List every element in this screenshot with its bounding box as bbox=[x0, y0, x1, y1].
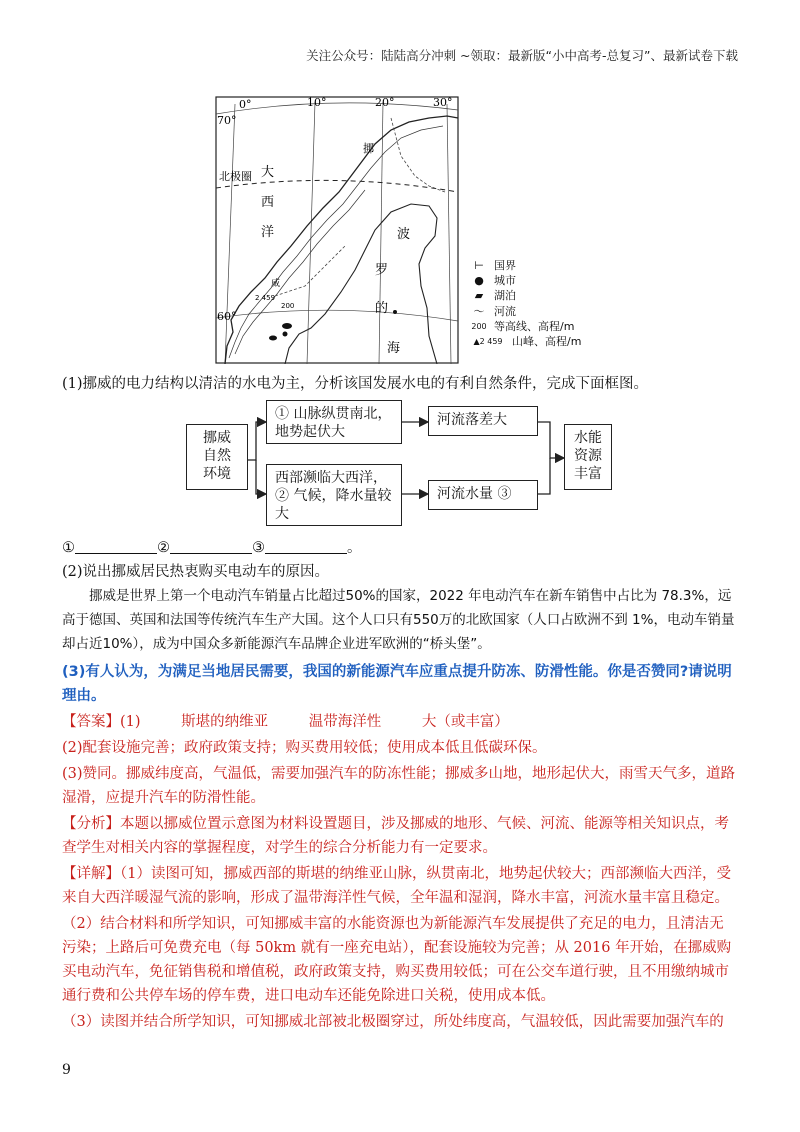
detail-1: 【详解】（1）读图可知，挪威西部的斯堪的纳维亚山脉，纵贯南北，地势起伏较大；西部濒临大西洋，受来自大西洋暖湿气流的影响，形成了温带海洋性气候，全年温和湿润，降水丰富，河流水量丰富且稳定。 bbox=[62, 866, 731, 906]
flowchart bbox=[186, 398, 626, 530]
map-legend bbox=[470, 258, 581, 349]
border-icon: ⊢ bbox=[474, 259, 484, 272]
detail-3: （3）读图并结合所学知识，可知挪威北部被北极圈穿过，所处纬度高，气温较低，因此需要加强汽车的 bbox=[62, 1014, 724, 1030]
elevation-200: 200 bbox=[281, 302, 295, 310]
lake-icon: ▰ bbox=[474, 289, 484, 303]
answer-blanks: ① ② ③ 。 bbox=[62, 540, 362, 556]
lon-0: 0° bbox=[239, 98, 252, 111]
elevation-2459: 2 459 bbox=[255, 294, 276, 302]
flow-node-environment: 挪威自然环境 bbox=[186, 424, 248, 490]
answer-3: (3)赞同。挪威纬度高，气温低，需要加强汽车的防冻性能；挪威多山地，地形起伏大，雨雪天气多，道路湿滑，应提升汽车的防滑性能。 bbox=[62, 766, 736, 806]
blank-1[interactable] bbox=[75, 539, 157, 554]
baltic-char-1: 波 bbox=[397, 227, 411, 242]
blank-2[interactable] bbox=[170, 539, 252, 554]
legend-item: 200 等高线、高程/m bbox=[471, 319, 575, 333]
lon-10: 10° bbox=[307, 96, 327, 109]
answer-label: 【答案】 bbox=[62, 714, 120, 730]
flow-node-climate: 西部濒临大西洋，② 气候，降水量较大 bbox=[266, 464, 402, 526]
answer-line-1: 【答案】(1) 斯堪的纳维亚 温带海洋性 大（或丰富） bbox=[62, 714, 509, 730]
norway-char-2: 威 bbox=[271, 279, 281, 289]
legend-item: ▰ 湖泊 bbox=[470, 288, 581, 303]
answer-1-item-3: 大（或丰富） bbox=[421, 714, 509, 730]
norway-char-1: 挪 bbox=[363, 142, 374, 155]
atlantic-char-2: 西 bbox=[261, 195, 275, 210]
legend-item: ● 城市 bbox=[470, 273, 581, 288]
flowchart-connectors bbox=[186, 398, 626, 530]
detail-label: 【详解】 bbox=[62, 866, 120, 882]
legend-item: 〜 河流 bbox=[470, 304, 581, 319]
blank-3[interactable] bbox=[265, 539, 347, 554]
atlantic-char-3: 洋 bbox=[261, 225, 275, 240]
norway-map bbox=[215, 96, 459, 364]
analysis-label: 【分析】 bbox=[62, 816, 120, 832]
peak-icon: ▲2 459 bbox=[473, 337, 503, 347]
baltic-char-4: 海 bbox=[387, 341, 401, 356]
contour-icon: 200 bbox=[471, 321, 487, 331]
question-1: (1)挪威的电力结构以清洁的水电为主，分析该国发展水电的有利自然条件，完成下面框图。 bbox=[62, 376, 649, 392]
detail-2: （2）结合材料和所学知识，可知挪威丰富的水能资源也为新能源汽车发展提供了充足的电力，且清洁无污染；上路后可免费充电（每 50km 就有一座充电站），配套设施较为完善；从 2016 年开始，在挪威购买电动汽车，免征销售税和增值税，政府政策支持，购买费用较低；可在公交车道行驶，且不用缴纳城市通行费和公共停车场的停车费，进口电动车还能免除进口关税，使用成本低。 bbox=[62, 916, 732, 1004]
lon-30: 30° bbox=[433, 96, 453, 109]
flow-node-mountains: ① 山脉纵贯南北，地势起伏大 bbox=[266, 400, 402, 444]
blank-2-label: ② bbox=[157, 540, 170, 556]
flow-node-river-volume: 河流水量 ③ bbox=[428, 480, 538, 510]
answer-1-item-2: 温带海洋性 bbox=[308, 714, 382, 730]
blank-3-label: ③ bbox=[252, 540, 265, 556]
question-2: (2)说出挪威居民热衷购买电动车的原因。 bbox=[62, 564, 330, 580]
city-icon: ● bbox=[474, 274, 484, 288]
legend-item: ▲2 459 山峰、高程/m bbox=[470, 334, 581, 349]
reading-material: 挪威是世界上第一个电动汽车销量占比超过50%的国家，2022 年电动汽车在新车销售中占比为 78.3%，远高于德国、英国和法国等传统汽车生产大国。这个人口只有550万的北欧国家（人口占欧洲不到 1%，电动车销量却占近10%），成为中国众多新能源汽车品牌企业进军欧洲的“桥头堡”。 bbox=[62, 588, 735, 652]
flow-node-river-drop: 河流落差大 bbox=[428, 406, 538, 436]
analysis: 【分析】本题以挪威位置示意图为材料设置题目，涉及挪威的地形、气候、河流、能源等相关知识点，考查学生对相关内容的掌握程度，对学生的综合分析能力有一定要求。 bbox=[62, 816, 729, 856]
flow-node-hydro: 水能资源丰富 bbox=[564, 424, 612, 490]
arctic-circle-label: 北极圈 bbox=[219, 170, 252, 183]
page-header: 关注公众号：陆陆高分冲刺 ~领取：最新版“小中高考-总复习”、最新试卷下载 bbox=[306, 48, 738, 63]
blank-1-label: ① bbox=[62, 540, 75, 556]
lon-20: 20° bbox=[375, 96, 395, 109]
river-icon: 〜 bbox=[473, 304, 485, 318]
answer-2: (2)配套设施完善；政府政策支持；购买费用较低；使用成本低且低碳环保。 bbox=[62, 740, 547, 756]
baltic-char-2: 罗 bbox=[375, 263, 389, 278]
answer-1-item-1: 斯堪的纳维亚 bbox=[181, 714, 269, 730]
page-number: 9 bbox=[62, 1062, 71, 1078]
atlantic-char-1: 大 bbox=[261, 165, 275, 180]
legend-item: ⊢ 国界 bbox=[470, 258, 581, 273]
lat-70: 70° bbox=[217, 114, 237, 127]
baltic-char-3: 的 bbox=[375, 301, 389, 316]
lat-60: 60° bbox=[217, 310, 237, 323]
question-3: (3)有人认为，为满足当地居民需要，我国的新能源汽车应重点提升防冻、防滑性能。你是否赞同?请说明理由。 bbox=[62, 664, 732, 704]
